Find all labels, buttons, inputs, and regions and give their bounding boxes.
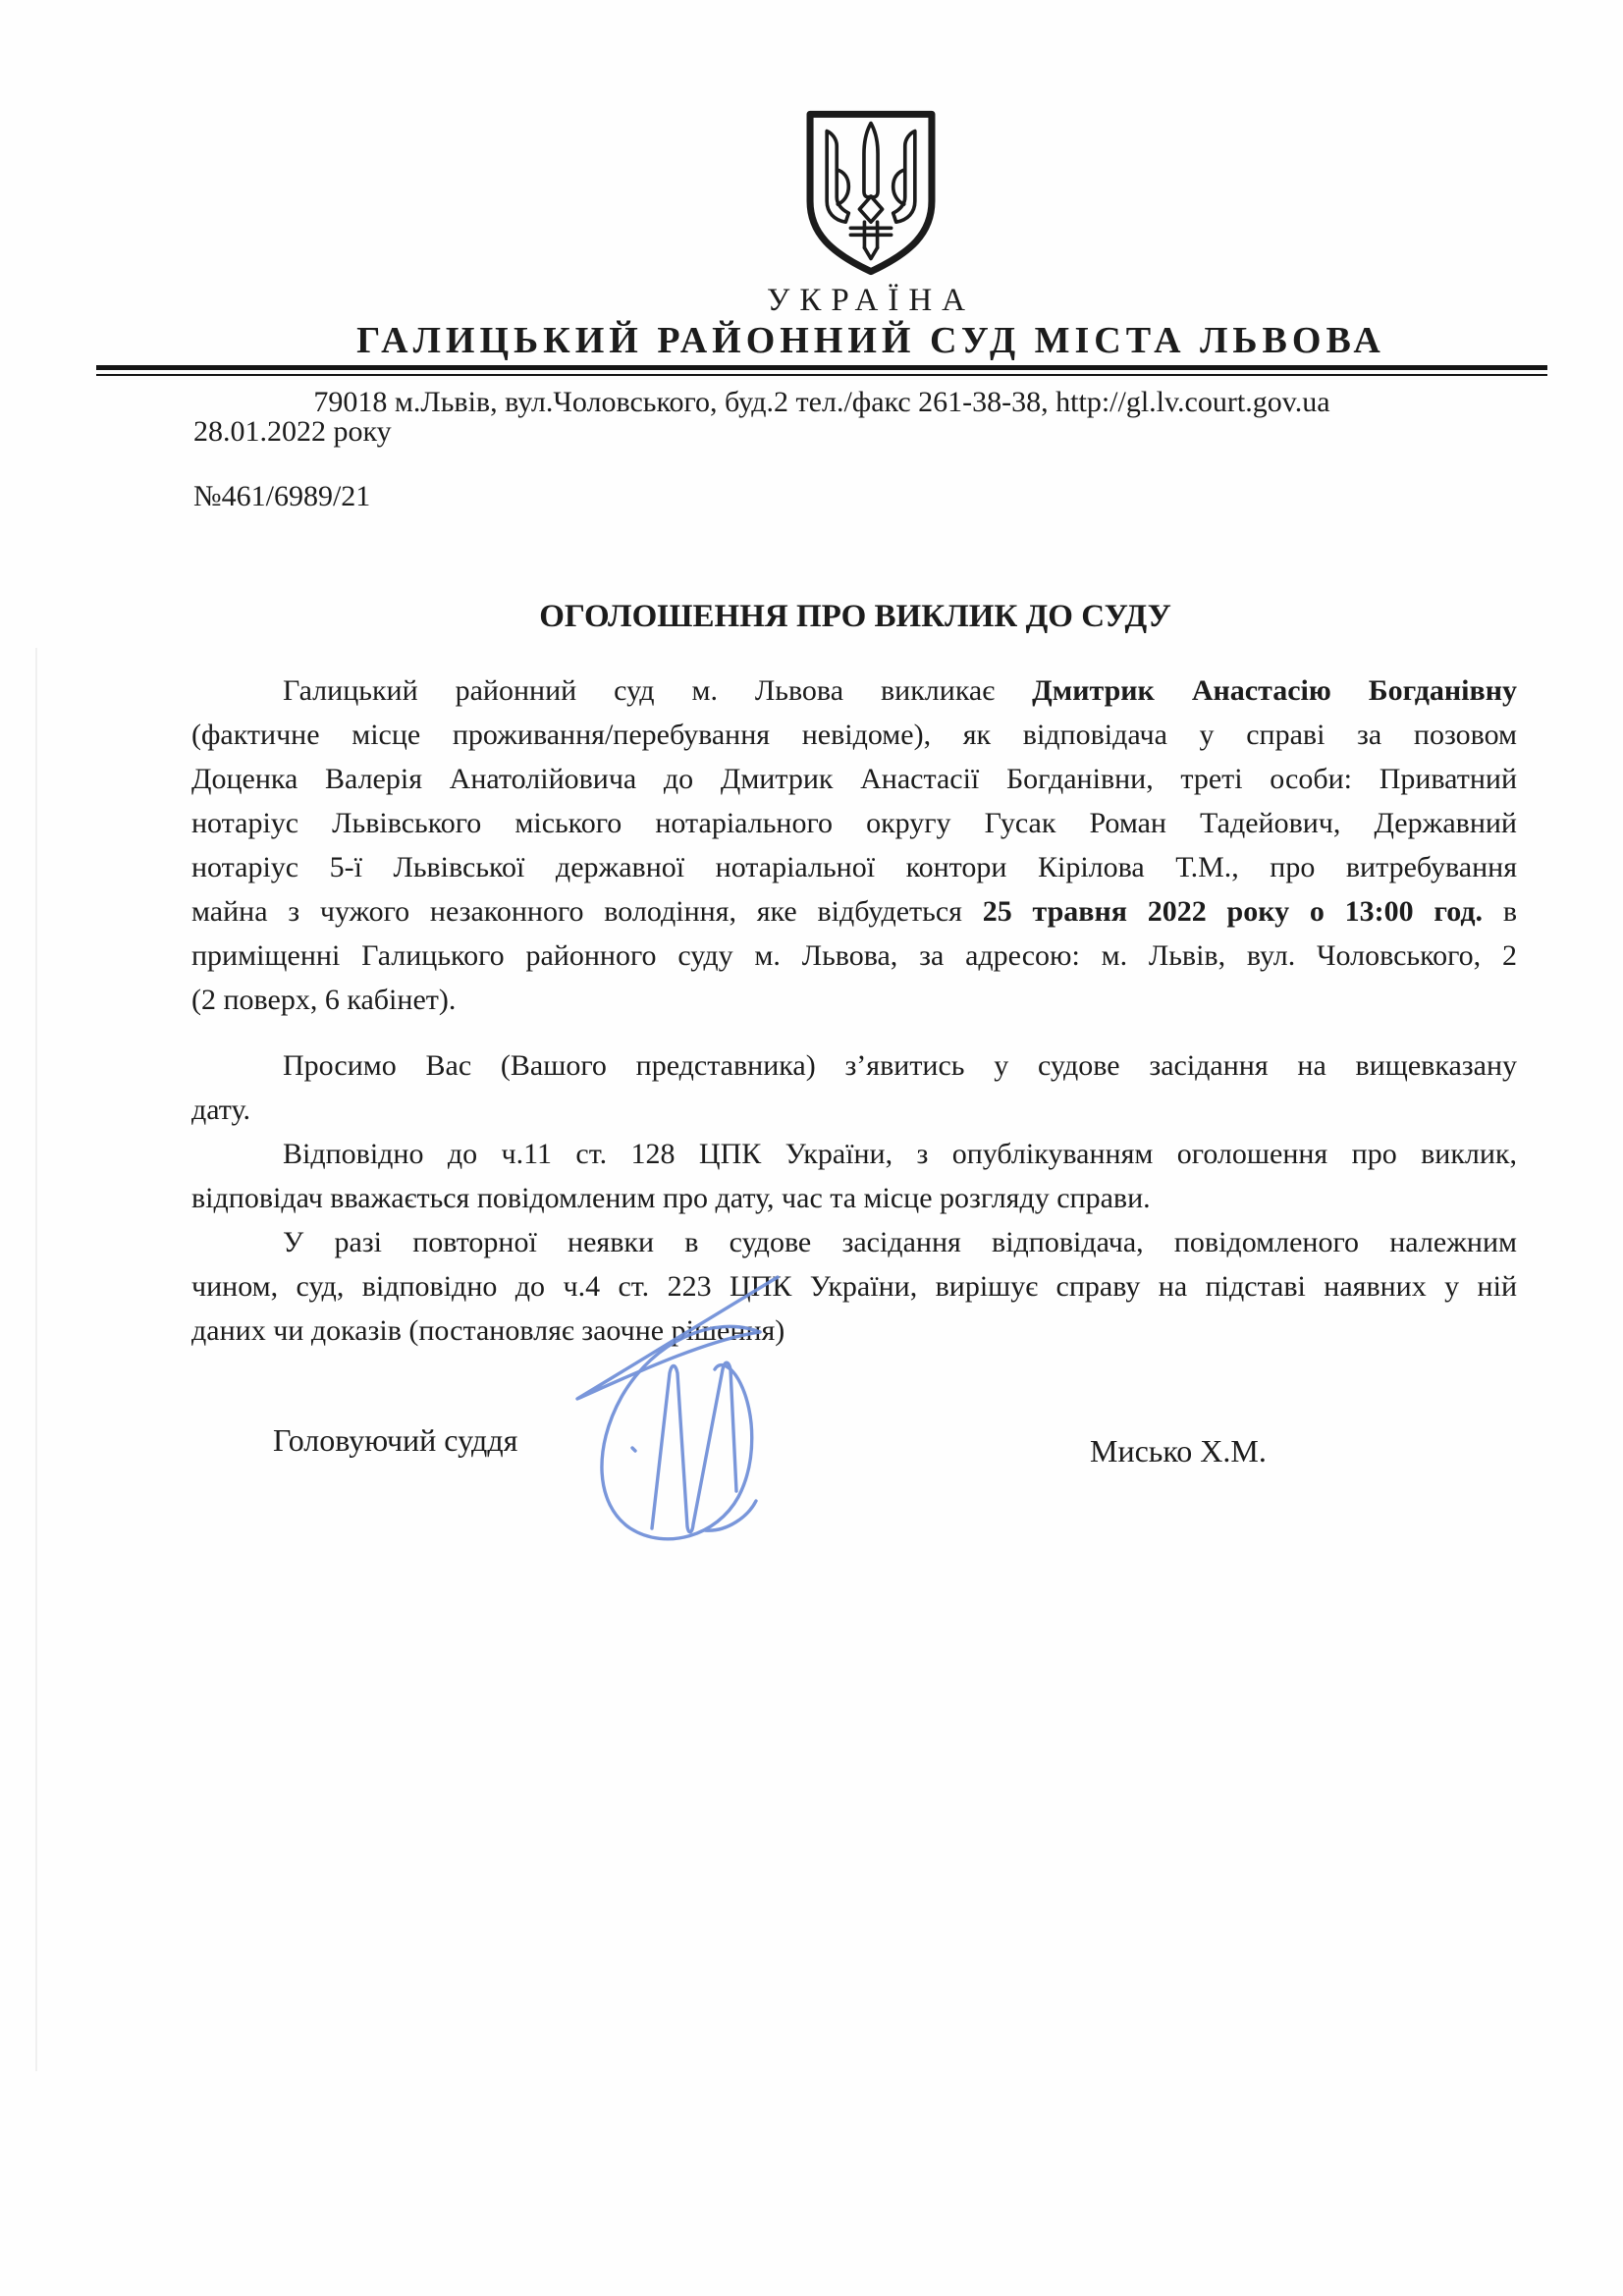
body-line [191, 757, 1517, 801]
body-line [191, 889, 1517, 934]
body-line [191, 668, 1517, 713]
body-text: нотаріус 5-ї Львівської державної нотаріальної контори Кірілова Т.М., про витребування [191, 851, 1517, 883]
body-line [191, 1088, 1517, 1132]
body-text: (фактичне місце проживання/перебування невідоме), як відповідача у справі за позовом [191, 719, 1517, 751]
scan-artifact [35, 648, 37, 2071]
body-text: (2 поверх, 6 кабінет). [191, 984, 457, 1016]
document-title: ОГОЛОШЕННЯ ПРО ВИКЛИК ДО СУДУ [539, 599, 1171, 634]
country-label: УКРАЇНА [767, 283, 975, 318]
court-name: ГАЛИЦЬКИЙ РАЙОННИЙ СУД МІСТА ЛЬВОВА [356, 320, 1385, 361]
court-address-line: 79018 м.Львів, вул.Чоловського, буд.2 тел./факс 261-38-38, http://gl.lv.court.gov.ua [313, 386, 1330, 418]
body-text: Галицький районний суд м. Львова викликає [283, 674, 1033, 707]
letterhead-divider [96, 365, 1547, 376]
letterhead [96, 110, 1547, 419]
body-line [191, 978, 1517, 1022]
body-text: Просимо Вас (Вашого представника) з’явитись у судове засідання на вищевказану [283, 1049, 1517, 1082]
body-line [191, 713, 1517, 757]
handwritten-signature-icon [568, 1269, 787, 1544]
body-text: дату. [191, 1094, 251, 1126]
paragraph [191, 1132, 1517, 1220]
body-text: в [1483, 895, 1517, 928]
case-number: №461/6989/21 [193, 480, 371, 512]
document-date: 28.01.2022 року [193, 415, 392, 448]
body-line [191, 845, 1517, 889]
judge-role-label: Головуючий суддя [273, 1422, 518, 1458]
body-text: приміщенні Галицького районного суду м. Львова, за адресою: м. Львів, вул. Чоловського, 2 [191, 939, 1517, 972]
judge-name: Мисько Х.М. [1090, 1433, 1267, 1468]
letterhead-centered [145, 110, 1596, 361]
ukraine-trident-emblem-icon [804, 110, 938, 277]
body-text: майна з чужого незаконного володіння, яке відбудеться [191, 895, 983, 928]
divider-thin-line [96, 374, 1547, 376]
body-text: чином, суд, відповідно до ч.4 ст. 223 ЦПК України, вирішує справу на підставі наявних у ній [191, 1270, 1517, 1303]
body-line [191, 1132, 1517, 1176]
paragraph [191, 1220, 1517, 1353]
body-line [191, 1043, 1517, 1088]
document-body [191, 668, 1517, 1353]
body-line [191, 1264, 1517, 1308]
body-line [191, 934, 1517, 978]
emphasized-text: Дмитрик Анастасію Богданівну [1032, 674, 1518, 707]
body-line [191, 801, 1517, 845]
divider-thick-line [96, 365, 1547, 370]
body-text: У разі повторної неявки в судове засідання відповідача, повідомленого належним [283, 1226, 1517, 1258]
body-text: Відповідно до ч.11 ст. 128 ЦПК України, з опублікуванням оголошення про виклик, [283, 1138, 1517, 1170]
emphasized-text: 25 травня 2022 року о 13:00 год. [982, 895, 1484, 928]
body-line [191, 1220, 1517, 1264]
paragraph [191, 668, 1517, 1022]
paragraph [191, 1043, 1517, 1132]
body-line [191, 1308, 1517, 1353]
body-text: відповідач вважається повідомленим про дату, час та місце розгляду справи. [191, 1182, 1151, 1214]
body-text: нотаріус Львівського міського нотаріального округу Гусак Роман Тадейович, Державний [191, 807, 1517, 839]
body-text: Доценка Валерія Анатолійовича до Дмитрик Анастасії Богданівни, треті особи: Приватний [191, 763, 1517, 795]
body-text: даних чи доказів (постановляє заочне рішення) [191, 1314, 785, 1347]
body-line [191, 1176, 1517, 1220]
